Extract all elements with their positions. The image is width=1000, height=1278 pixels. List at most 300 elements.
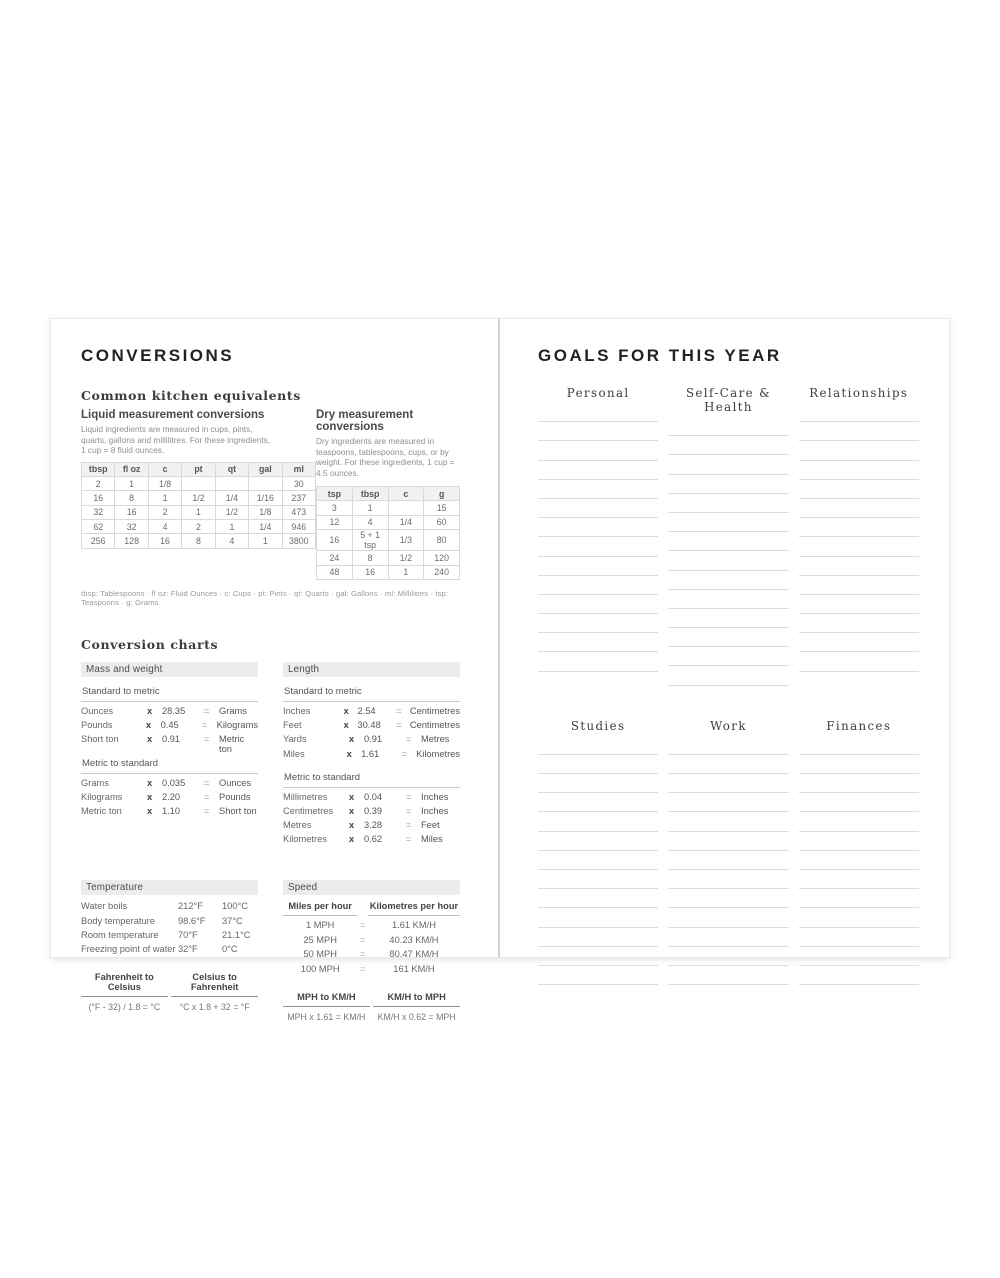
dry-conversions-column (316, 409, 460, 580)
mass-weight-title: Mass and weight (81, 662, 258, 677)
ruled-line (799, 576, 919, 595)
formula-block (373, 992, 460, 1022)
result-unit: Inches (421, 805, 449, 816)
table-cell (215, 476, 248, 490)
temperature-row (81, 944, 258, 958)
conversion-charts-heading: Conversion charts (81, 636, 219, 652)
goal-lines (668, 736, 788, 985)
conversion-subtitle: Metric to standard (81, 758, 258, 774)
table-cell: 1/8 (249, 505, 282, 519)
ruled-line (799, 812, 919, 831)
ruled-line (538, 774, 658, 793)
multiply-sign: x (349, 791, 355, 802)
kitchen-columns (81, 409, 460, 580)
table-cell: 1/4 (388, 515, 424, 529)
table-cell: 3 (317, 501, 353, 515)
ruled-line (799, 480, 919, 499)
ruled-line (668, 647, 788, 666)
ruled-line (538, 889, 658, 908)
goals-grid (538, 386, 919, 985)
table-cell: 120 (424, 551, 460, 565)
goal-lines (799, 403, 919, 672)
temperature-label: Room temperature (81, 929, 159, 940)
goal-section-heading: Work (710, 718, 747, 733)
temperature-title: Temperature (81, 880, 258, 895)
conversion-subtitle: Metric to standard (283, 772, 460, 788)
formula-block (171, 972, 258, 1012)
conversion-row (81, 792, 258, 806)
factor-value: 2.54 (357, 705, 376, 716)
table-cell: 473 (282, 505, 315, 519)
factor-value: 1.61 (361, 748, 380, 759)
factor-value: 0.91 (162, 734, 181, 745)
table-cell: 1 (388, 565, 424, 579)
conversion-row (283, 834, 460, 848)
conversion-row (283, 806, 460, 820)
ruled-line (668, 755, 788, 774)
ruled-line (538, 557, 658, 576)
table-cell: 1 (215, 520, 248, 534)
result-unit: Metric ton (219, 734, 245, 755)
ruled-line (538, 947, 658, 966)
ruled-line (538, 633, 658, 652)
equals-sign: = (204, 791, 210, 802)
conversion-subtitle: Standard to metric (283, 686, 460, 702)
table-cell: 128 (115, 534, 148, 548)
table-row (82, 476, 316, 490)
liquid-measurement-table (81, 462, 316, 549)
table-cell: 237 (282, 491, 315, 505)
ruled-line (538, 755, 658, 774)
mph-value: 50 MPH (303, 949, 337, 960)
table-cell: 1 (249, 534, 282, 548)
liquid-conversions-column (81, 409, 316, 580)
goal-section-relationships (799, 386, 919, 686)
ruled-line (668, 532, 788, 551)
ruled-line (799, 947, 919, 966)
ruled-line (799, 557, 919, 576)
table-cell: 4 (215, 534, 248, 548)
ruled-line (799, 403, 919, 422)
celsius-value: 100°C (222, 901, 248, 912)
conversion-row (283, 720, 460, 734)
conversion-row (283, 820, 460, 834)
ruled-line (799, 537, 919, 556)
table-cell: 48 (317, 565, 353, 579)
dry-heading: Dry measurement conversions (316, 409, 414, 433)
table-row (82, 491, 316, 505)
table-cell: 1/2 (388, 551, 424, 565)
column-header: tbsp (82, 462, 115, 476)
fahrenheit-value: 212°F (178, 901, 203, 912)
temperature-label: Water boils (81, 901, 128, 912)
ruled-line (538, 499, 658, 518)
ruled-line (799, 614, 919, 633)
result-unit: Metres (421, 734, 450, 745)
kmh-column-header: Kilometres per hour (368, 901, 460, 916)
table-header-row (317, 487, 460, 501)
multiply-sign: x (349, 734, 355, 745)
table-cell: 240 (424, 565, 460, 579)
conversion-row (81, 734, 258, 755)
table-cell: 16 (317, 530, 353, 551)
conversion-row (283, 706, 460, 720)
length-title: Length (283, 662, 460, 677)
ruled-line (538, 614, 658, 633)
result-unit: Centimetres (409, 705, 460, 716)
table-cell: 16 (82, 491, 115, 505)
ruled-line (799, 518, 919, 537)
table-cell: 16 (352, 565, 388, 579)
table-cell: 60 (424, 515, 460, 529)
ruled-line (799, 461, 919, 480)
kitchen-equivalents-heading: Common kitchen equivalents (81, 388, 301, 403)
ruled-line (668, 455, 788, 474)
table-row (82, 505, 316, 519)
conversion-row (81, 720, 258, 734)
equals-sign: = (406, 834, 412, 845)
equals-sign: = (396, 705, 402, 716)
speed-row (283, 949, 460, 963)
mph-value: 100 MPH (300, 963, 340, 974)
ruled-line (799, 441, 919, 460)
ruled-line (668, 436, 788, 455)
ruled-line (538, 403, 658, 422)
charts-grid-row2 (81, 880, 460, 1022)
ruled-line (538, 576, 658, 595)
ruled-line (799, 595, 919, 614)
table-cell: 32 (82, 505, 115, 519)
ruled-line (538, 851, 658, 870)
table-cell: 2 (82, 476, 115, 490)
equals-sign: = (204, 734, 210, 745)
mph-column-header: Miles per hour (283, 901, 357, 916)
ruled-line (799, 499, 919, 518)
goal-lines (668, 417, 788, 686)
column-header: gal (249, 462, 282, 476)
column-header: c (148, 462, 181, 476)
equals-sign: = (204, 805, 210, 816)
conversion-rows (81, 705, 258, 755)
ruled-line (668, 908, 788, 927)
table-cell: 4 (148, 520, 181, 534)
ruled-line (538, 422, 658, 441)
conversion-rows (81, 778, 258, 821)
planner-spread (50, 318, 950, 1023)
conversion-rows (283, 792, 460, 849)
temperature-row (81, 930, 258, 944)
ruled-line (538, 518, 658, 537)
temperature-section (81, 880, 258, 1022)
ruled-line (668, 832, 788, 851)
mph-value: 1 MPH (305, 920, 335, 931)
formula-heading: Fahrenheit to Celsius (81, 972, 168, 997)
formula-text: KM/H x 0.62 = MPH (377, 1012, 456, 1023)
formula-heading: MPH to KM/H (283, 992, 370, 1007)
ruled-line (668, 966, 788, 985)
unit-label: Metres (283, 820, 312, 831)
goal-section-self-care-health (668, 386, 788, 686)
length-section (283, 662, 460, 849)
equals-sign: = (201, 720, 208, 731)
result-unit: Short ton (219, 805, 257, 816)
liquid-description: Liquid ingredients are measured in cups, pints, quarts, gallons and millilitres. For these ingredients, 1 cup = 8 fluid ounces. (81, 424, 271, 455)
multiply-sign: x (349, 834, 355, 845)
table-cell: 8 (352, 551, 388, 565)
goal-section-studies (538, 719, 658, 985)
celsius-value: 21.1°C (222, 929, 251, 940)
table-header-row (82, 462, 316, 476)
ruled-line (668, 494, 788, 513)
goal-section-finances (799, 719, 919, 985)
ruled-line (538, 736, 658, 755)
ruled-line (668, 812, 788, 831)
ruled-line (668, 666, 788, 685)
table-cell (249, 476, 282, 490)
speed-title: Speed (283, 880, 460, 895)
ruled-line (668, 870, 788, 889)
ruled-line (668, 571, 788, 590)
goal-section-personal (538, 386, 658, 686)
conversions-page (51, 319, 500, 1023)
ruled-line (668, 475, 788, 494)
result-unit: Kilograms (216, 720, 258, 731)
equals-sign: = (360, 920, 366, 931)
formula-heading: Celsius to Fahrenheit (171, 972, 258, 997)
result-unit: Grams (219, 705, 247, 716)
ruled-line (538, 652, 658, 671)
multiply-sign: x (147, 705, 153, 716)
goal-section-work (668, 719, 788, 985)
column-header: fl oz (115, 462, 148, 476)
table-cell: 1/8 (148, 476, 181, 490)
ruled-line (538, 812, 658, 831)
column-header: tbsp (352, 487, 388, 501)
dry-description: Dry ingredients are measured in teaspoons, tablespoons, cups, or by weight. For these ingredients, 1 cup = 4.5 ounces. (316, 436, 455, 478)
goals-page (500, 319, 947, 957)
factor-value: 0.62 (364, 834, 383, 845)
ruled-line (538, 832, 658, 851)
fahrenheit-value: 32°F (178, 944, 198, 955)
charts-grid-row1 (81, 662, 460, 849)
table-cell: 1 (352, 501, 388, 515)
conversion-rows (283, 706, 460, 763)
factor-value: 0.04 (364, 791, 383, 802)
table-cell: 3800 (282, 534, 315, 548)
abbreviations-footnote: tbsp: Tablespoons · fl oz: Fluid Ounces · c: Cups · pt: Pints · qt: Quarts · gal: Gallons · ml: Millilitres · tsp: Teaspoons · g: Grams (81, 588, 449, 607)
ruled-line (538, 870, 658, 889)
ruled-line (799, 870, 919, 889)
temperature-row (81, 916, 258, 930)
fahrenheit-value: 70°F (178, 929, 198, 940)
table-cell: 24 (317, 551, 353, 565)
table-cell: 15 (424, 501, 460, 515)
ruled-line (668, 513, 788, 532)
ruled-line (668, 851, 788, 870)
speed-row (283, 935, 460, 949)
table-cell: 1/4 (215, 491, 248, 505)
ruled-line (538, 908, 658, 927)
ruled-line (538, 595, 658, 614)
unit-label: Centimetres (283, 805, 334, 816)
speed-row (283, 920, 460, 934)
kmh-value: 80.47 KM/H (389, 949, 439, 960)
table-cell: 12 (317, 515, 353, 529)
table-cell: 1/3 (388, 530, 424, 551)
speed-row (283, 964, 460, 978)
equals-sign: = (396, 720, 402, 731)
goal-section-heading: Studies (570, 718, 626, 733)
equals-sign: = (204, 777, 210, 788)
multiply-sign: x (349, 805, 355, 816)
table-cell: 2 (148, 505, 181, 519)
ruled-line (799, 736, 919, 755)
mass-weight-section (81, 662, 258, 849)
unit-label: Feet (283, 720, 302, 731)
unit-label: Kilometres (283, 834, 327, 845)
multiply-sign: x (349, 820, 355, 831)
factor-value: 2.20 (162, 791, 181, 802)
table-row (82, 520, 316, 534)
multiply-sign: x (343, 705, 349, 716)
celsius-value: 0°C (222, 944, 238, 955)
column-header: g (424, 487, 460, 501)
result-unit: Ounces (219, 777, 252, 788)
ruled-line (799, 652, 919, 671)
equals-sign: = (406, 791, 412, 802)
ruled-line (799, 966, 919, 985)
multiply-sign: x (343, 720, 349, 731)
goal-section-heading: Personal (566, 386, 630, 400)
ruled-line (799, 755, 919, 774)
table-cell: 1/2 (215, 505, 248, 519)
multiply-sign: x (147, 734, 153, 745)
ruled-line (799, 908, 919, 927)
factor-value: 30.48 (357, 720, 381, 731)
factor-value: 1.10 (162, 805, 181, 816)
unit-label: Pounds (81, 720, 113, 731)
table-cell: 1 (148, 491, 181, 505)
ruled-line (538, 480, 658, 499)
table-cell: 16 (115, 505, 148, 519)
table-cell: 1/4 (249, 520, 282, 534)
ruled-line (668, 889, 788, 908)
unit-label: Inches (283, 705, 311, 716)
multiply-sign: x (147, 791, 153, 802)
table-cell: 8 (182, 534, 215, 548)
goal-lines (799, 736, 919, 985)
result-unit: Inches (421, 791, 449, 802)
result-unit: Kilometres (416, 748, 460, 759)
ruled-line (668, 628, 788, 647)
factor-value: 3.28 (364, 820, 383, 831)
conversion-row (283, 792, 460, 806)
unit-label: Yards (283, 734, 307, 745)
equals-sign: = (204, 705, 210, 716)
formula-text: °C x 1.8 + 32 = °F (179, 1002, 250, 1013)
ruled-line (799, 928, 919, 947)
table-cell: 2 (182, 520, 215, 534)
table-cell: 1/16 (249, 491, 282, 505)
ruled-line (668, 774, 788, 793)
unit-label: Ounces (81, 705, 114, 716)
table-cell: 1 (182, 505, 215, 519)
table-cell: 80 (424, 530, 460, 551)
table-cell: 946 (282, 520, 315, 534)
factor-value: 0.45 (160, 720, 179, 731)
formula-block (283, 992, 370, 1022)
ruled-line (538, 793, 658, 812)
table-row (317, 515, 460, 529)
goal-lines (538, 403, 658, 672)
column-header: qt (215, 462, 248, 476)
ruled-line (799, 422, 919, 441)
table-cell: 32 (115, 520, 148, 534)
ruled-line (799, 633, 919, 652)
column-header: tsp (317, 487, 353, 501)
goal-section-heading: Relationships (809, 386, 909, 400)
table-row (317, 530, 460, 551)
unit-label: Short ton (81, 734, 119, 745)
result-unit: Centimetres (409, 720, 460, 731)
ruled-line (538, 461, 658, 480)
multiply-sign: x (346, 748, 352, 759)
table-row (317, 501, 460, 515)
ruled-line (538, 441, 658, 460)
factor-value: 0.91 (364, 734, 383, 745)
conversions-page-title: CONVERSIONS (81, 346, 235, 365)
goal-section-heading: Self-Care & Health (685, 386, 772, 414)
kmh-value: 40.23 KM/H (389, 934, 439, 945)
conversion-subtitle: Standard to metric (81, 686, 258, 702)
liquid-heading: Liquid measurement conversions (81, 409, 265, 421)
goal-lines (538, 736, 658, 985)
multiply-sign: x (147, 805, 153, 816)
table-cell: 1/2 (182, 491, 215, 505)
equals-sign: = (360, 949, 366, 960)
ruled-line (668, 609, 788, 628)
ruled-line (799, 793, 919, 812)
ruled-line (668, 736, 788, 755)
ruled-line (668, 947, 788, 966)
table-cell: 8 (115, 491, 148, 505)
result-unit: Miles (421, 834, 443, 845)
table-cell: 5 + 1 tsp (352, 530, 388, 551)
table-cell (388, 501, 424, 515)
ruled-line (538, 928, 658, 947)
ruled-line (668, 417, 788, 436)
fahrenheit-value: 98.6°F (178, 915, 206, 926)
equals-sign: = (360, 963, 366, 974)
factor-value: 0.39 (364, 805, 383, 816)
speed-column-headers (283, 901, 460, 916)
formula-block (81, 972, 168, 1012)
speed-section (283, 880, 460, 1022)
multiply-sign: x (145, 720, 152, 731)
conversion-row (283, 749, 460, 763)
formula-text: (°F - 32) / 1.8 = °C (88, 1002, 161, 1013)
column-header: c (388, 487, 424, 501)
formula-text: MPH x 1.61 = KM/H (287, 1012, 366, 1023)
table-cell: 4 (352, 515, 388, 529)
unit-label: Miles (283, 748, 305, 759)
table-cell: 256 (82, 534, 115, 548)
conversion-row (81, 806, 258, 820)
ruled-line (538, 966, 658, 985)
temperature-row (81, 901, 258, 915)
table-row (317, 565, 460, 579)
result-unit: Feet (421, 820, 440, 831)
